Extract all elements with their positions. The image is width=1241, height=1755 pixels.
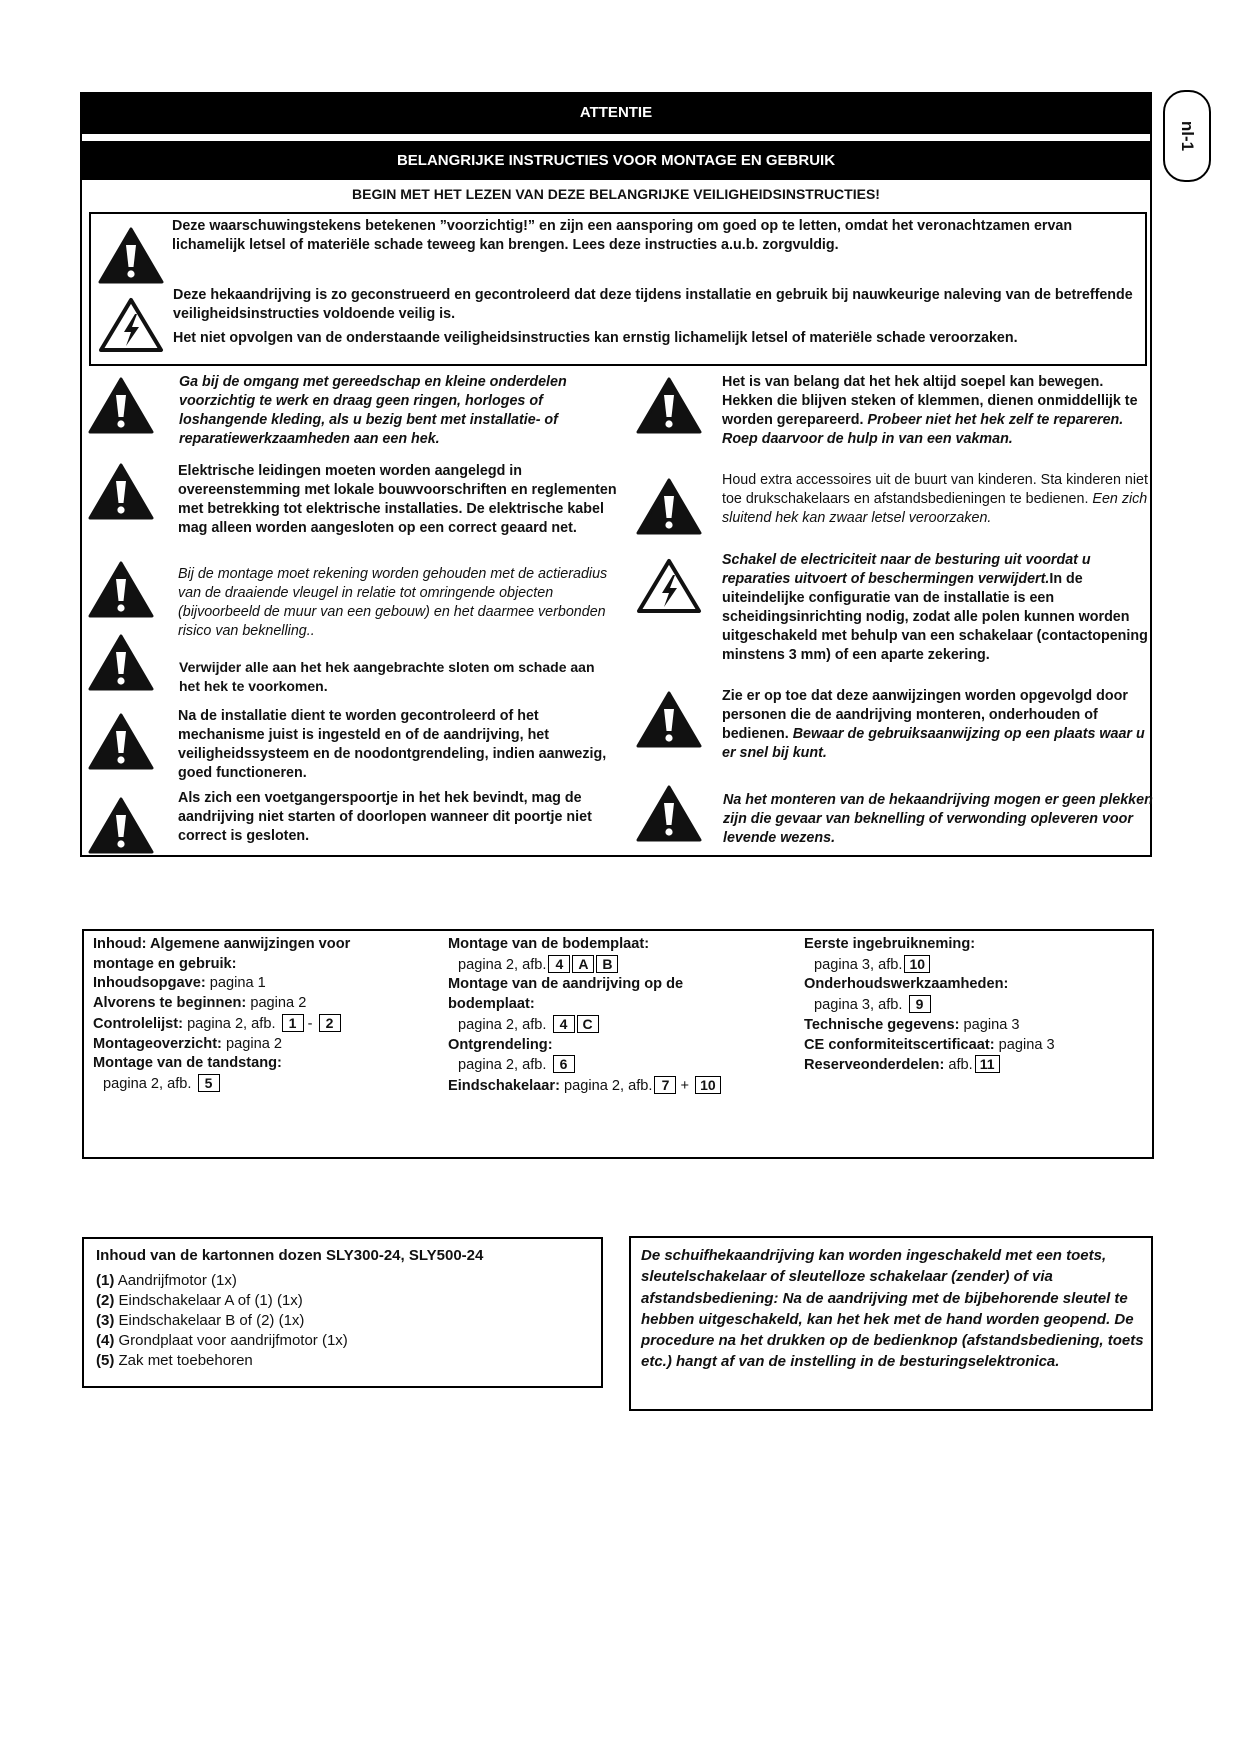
attention-header: ATTENTIE <box>80 92 1152 134</box>
caution-icon <box>636 376 702 434</box>
intro-safety-text: Deze hekaandrijving is zo geconstrueerd en gecontroleerd dat deze tijdens installatie en gebruik bij nauwkeurige naleving van de betreffende veiligheidsinstructies voldoende veilig is. <box>173 287 1133 322</box>
warning-electrical-text: Elektrische leidingen moeten worden aangelegd in overeenstemming met lokale bouwvoorschriften en reglementen met betrekking tot elektrische installaties. De elektrische kabel mag alleen worden aangesloten op een correct geaard net. <box>178 463 617 536</box>
caution-icon <box>636 784 702 842</box>
operation-note-text: De schuifhekaandrijving kan worden ingeschakeld met een toets, sleutelschakelaar of sleutelloze schakelaar (zender) of via afstandsbediening: Na de aandrijving met de bijbehorende sleutel te hebben uitgeschakeld, kan het hek met de hand worden geopend. De procedure na het drukken op de bedienknop (afstandsbediening, toets etc.) hangt af van de instelling in de besturingselektronica. <box>641 1247 1144 1371</box>
warning-no-pinch-points-text: Na het monteren van de hekaandrijving mogen er geen plekken zijn die gevaar van beknelling of verwonding opleveren voor levende wezens. <box>723 792 1153 846</box>
warning-instructions-followed-text: Zie er op toe dat deze aanwijzingen worden opgevolgd door personen die de aandrijving monteren, onderhouden of bedienen. Bewaar de gebruiksaanwijzing op een plaats waar u er snel bij kunt. <box>722 688 1145 761</box>
caution-icon <box>88 560 154 618</box>
figure-ref: 1 <box>282 1014 304 1032</box>
caution-icon <box>98 226 164 284</box>
figure-ref: A <box>572 955 594 973</box>
list-item: (4) Grondplaat voor aandrijfmotor (1x) <box>96 1332 348 1349</box>
warning-pedestrian-door-text: Als zich een voetgangerspoortje in het hek bevindt, mag de aandrijving niet starten of doorlopen wanneer dit poortje niet correct is gesloten. <box>178 790 592 844</box>
intro-warning-signs-text: Deze waarschuwingstekens betekenen ”voorzichtig!” en zijn een aansporing om goed op te letten, omdat het veronachtzamen ervan lichamelijk letsel of materiële schade teweeg kan brengen. Lees deze instructies a.u.b. zorgvuldig. <box>172 218 1073 253</box>
figure-ref: 9 <box>909 995 931 1013</box>
figure-ref: 10 <box>695 1076 721 1094</box>
warning-children-text: Houd extra accessoires uit de buurt van kinderen. Sta kinderen niet toe drukschakelaars en afstandsbedieningen te bedienen. Een zich sluitend hek kan zwaar letsel veroorzaken. <box>722 472 1148 526</box>
important-instructions-header: BELANGRIJKE INSTRUCTIES VOOR MONTAGE EN GEBRUIK <box>80 141 1152 180</box>
figure-ref: 10 <box>904 955 930 973</box>
warning-pinching-text: Bij de montage moet rekening worden gehouden met de actieradius van de draaiende vleugel in relatie tot omringende objecten (bijvoorbeeld de muur van een gebouw) en het daarmee verbonden risico van beknelling.. <box>178 566 608 639</box>
caution-icon <box>88 633 154 691</box>
warning-tools-text: Ga bij de omgang met gereedschap en kleine onderdelen voorzichtig te werk en draag geen ringen, horloges of loshangende kleding, als u bezig bent met installatie- of reparatiewerkzaamheden aan een hek. <box>179 374 567 447</box>
toc-column-3: Eerste ingebruikneming: pagina 3, afb. 10 Onderhoudswerkzaamheden: pagina 3, afb. 9 Technische gegevens: pagina 3 CE conformiteitscertificaat: pagina 3 Reserveonderdelen: afb. 11 <box>804 936 1055 1074</box>
toc-heading: Inhoud: Algemene aanwijzingen voor <box>93 936 351 952</box>
list-item: (2) Eindschakelaar A of (1) (1x) <box>96 1292 303 1309</box>
package-contents-title: Inhoud van de kartonnen dozen SLY300-24, SLY500-24 <box>96 1247 484 1264</box>
list-item: (1) Aandrijfmotor (1x) <box>96 1272 237 1289</box>
intro-consequence-text: Het niet opvolgen van de onderstaande veiligheidsinstructies kan ernstig lichamelijk letsel of materiële schade veroorzaken. <box>173 330 1018 346</box>
figure-ref: 4 <box>548 955 570 973</box>
warning-locks-text: Verwijder alle aan het hek aangebrachte sloten om schade aan het hek te voorkomen. <box>179 659 595 694</box>
figure-ref: 6 <box>553 1055 575 1073</box>
page-number-tab: nl-1 <box>1163 90 1211 182</box>
caution-icon <box>88 376 154 434</box>
list-item: (3) Eindschakelaar B of (2) (1x) <box>96 1312 305 1329</box>
warning-check-installation-text: Na de installatie dient te worden gecontroleerd of het mechanisme juist is ingesteld en of de aandrijving, het veiligheidssysteem en de noodontgrendeling, indien aanwezig, goed functioneren. <box>178 708 607 781</box>
begin-reading-subheader: BEGIN MET HET LEZEN VAN DEZE BELANGRIJKE VEILIGHEIDSINSTRUCTIES! <box>352 186 880 202</box>
toc-heading: montage en gebruik: <box>93 955 237 972</box>
electric-hazard-icon <box>636 556 702 614</box>
toc-column-1: Inhoud: Algemene aanwijzingen voor montage en gebruik: Inhoudsopgave: pagina 1 Alvorens te beginnen: pagina 2 Controlelijst: pagina 2, afb. 1 - 2 Montageoverzicht: pagina 2 Montage van de tandstang: pagina 2, afb. 5 <box>93 936 351 1092</box>
caution-icon <box>636 690 702 748</box>
figure-ref: 5 <box>198 1074 220 1092</box>
toc-column-2: Montage van de bodemplaat: pagina 2, afb. 4 A B Montage van de aandrijving op de bodemplaat: pagina 2, afb. 4 C Ontgrendeling: pagina 2, afb. 6 Eindschakelaar: pagina 2, afb. 7 + 10 <box>448 935 721 1097</box>
figure-ref: B <box>596 955 618 973</box>
figure-ref: 11 <box>975 1055 1000 1073</box>
figure-ref: C <box>577 1015 599 1033</box>
electric-hazard-icon <box>98 295 164 353</box>
caution-icon <box>88 796 154 854</box>
caution-icon <box>636 477 702 535</box>
list-item: (5) Zak met toebehoren <box>96 1352 253 1369</box>
caution-icon <box>88 712 154 770</box>
package-contents-list <box>96 1271 348 1371</box>
figure-ref: 7 <box>654 1076 676 1094</box>
warning-disconnect-power-text: Schakel de electriciteit naar de besturing uit voordat u reparaties uitvoert of beschermingen verwijdert.In de uiteindelijke configuratie van de installatie is een scheidingsinrichting nodig, zodat alle polen kunnen worden uitgeschakeld met behulp van een schakelaar (contactopening minstens 3 mm) of een aparte zekering. <box>722 552 1148 663</box>
warning-gate-movement-text: Het is van belang dat het hek altijd soepel kan bewegen. Hekken die blijven steken of klemmen, dienen onmiddellijk te worden gerepareerd. Probeer niet het hek zelf te repareren. Roep daarvoor de hulp in van een vakman. <box>722 374 1138 447</box>
caution-icon <box>88 462 154 520</box>
figure-ref: 2 <box>319 1014 341 1032</box>
figure-ref: 4 <box>553 1015 575 1033</box>
